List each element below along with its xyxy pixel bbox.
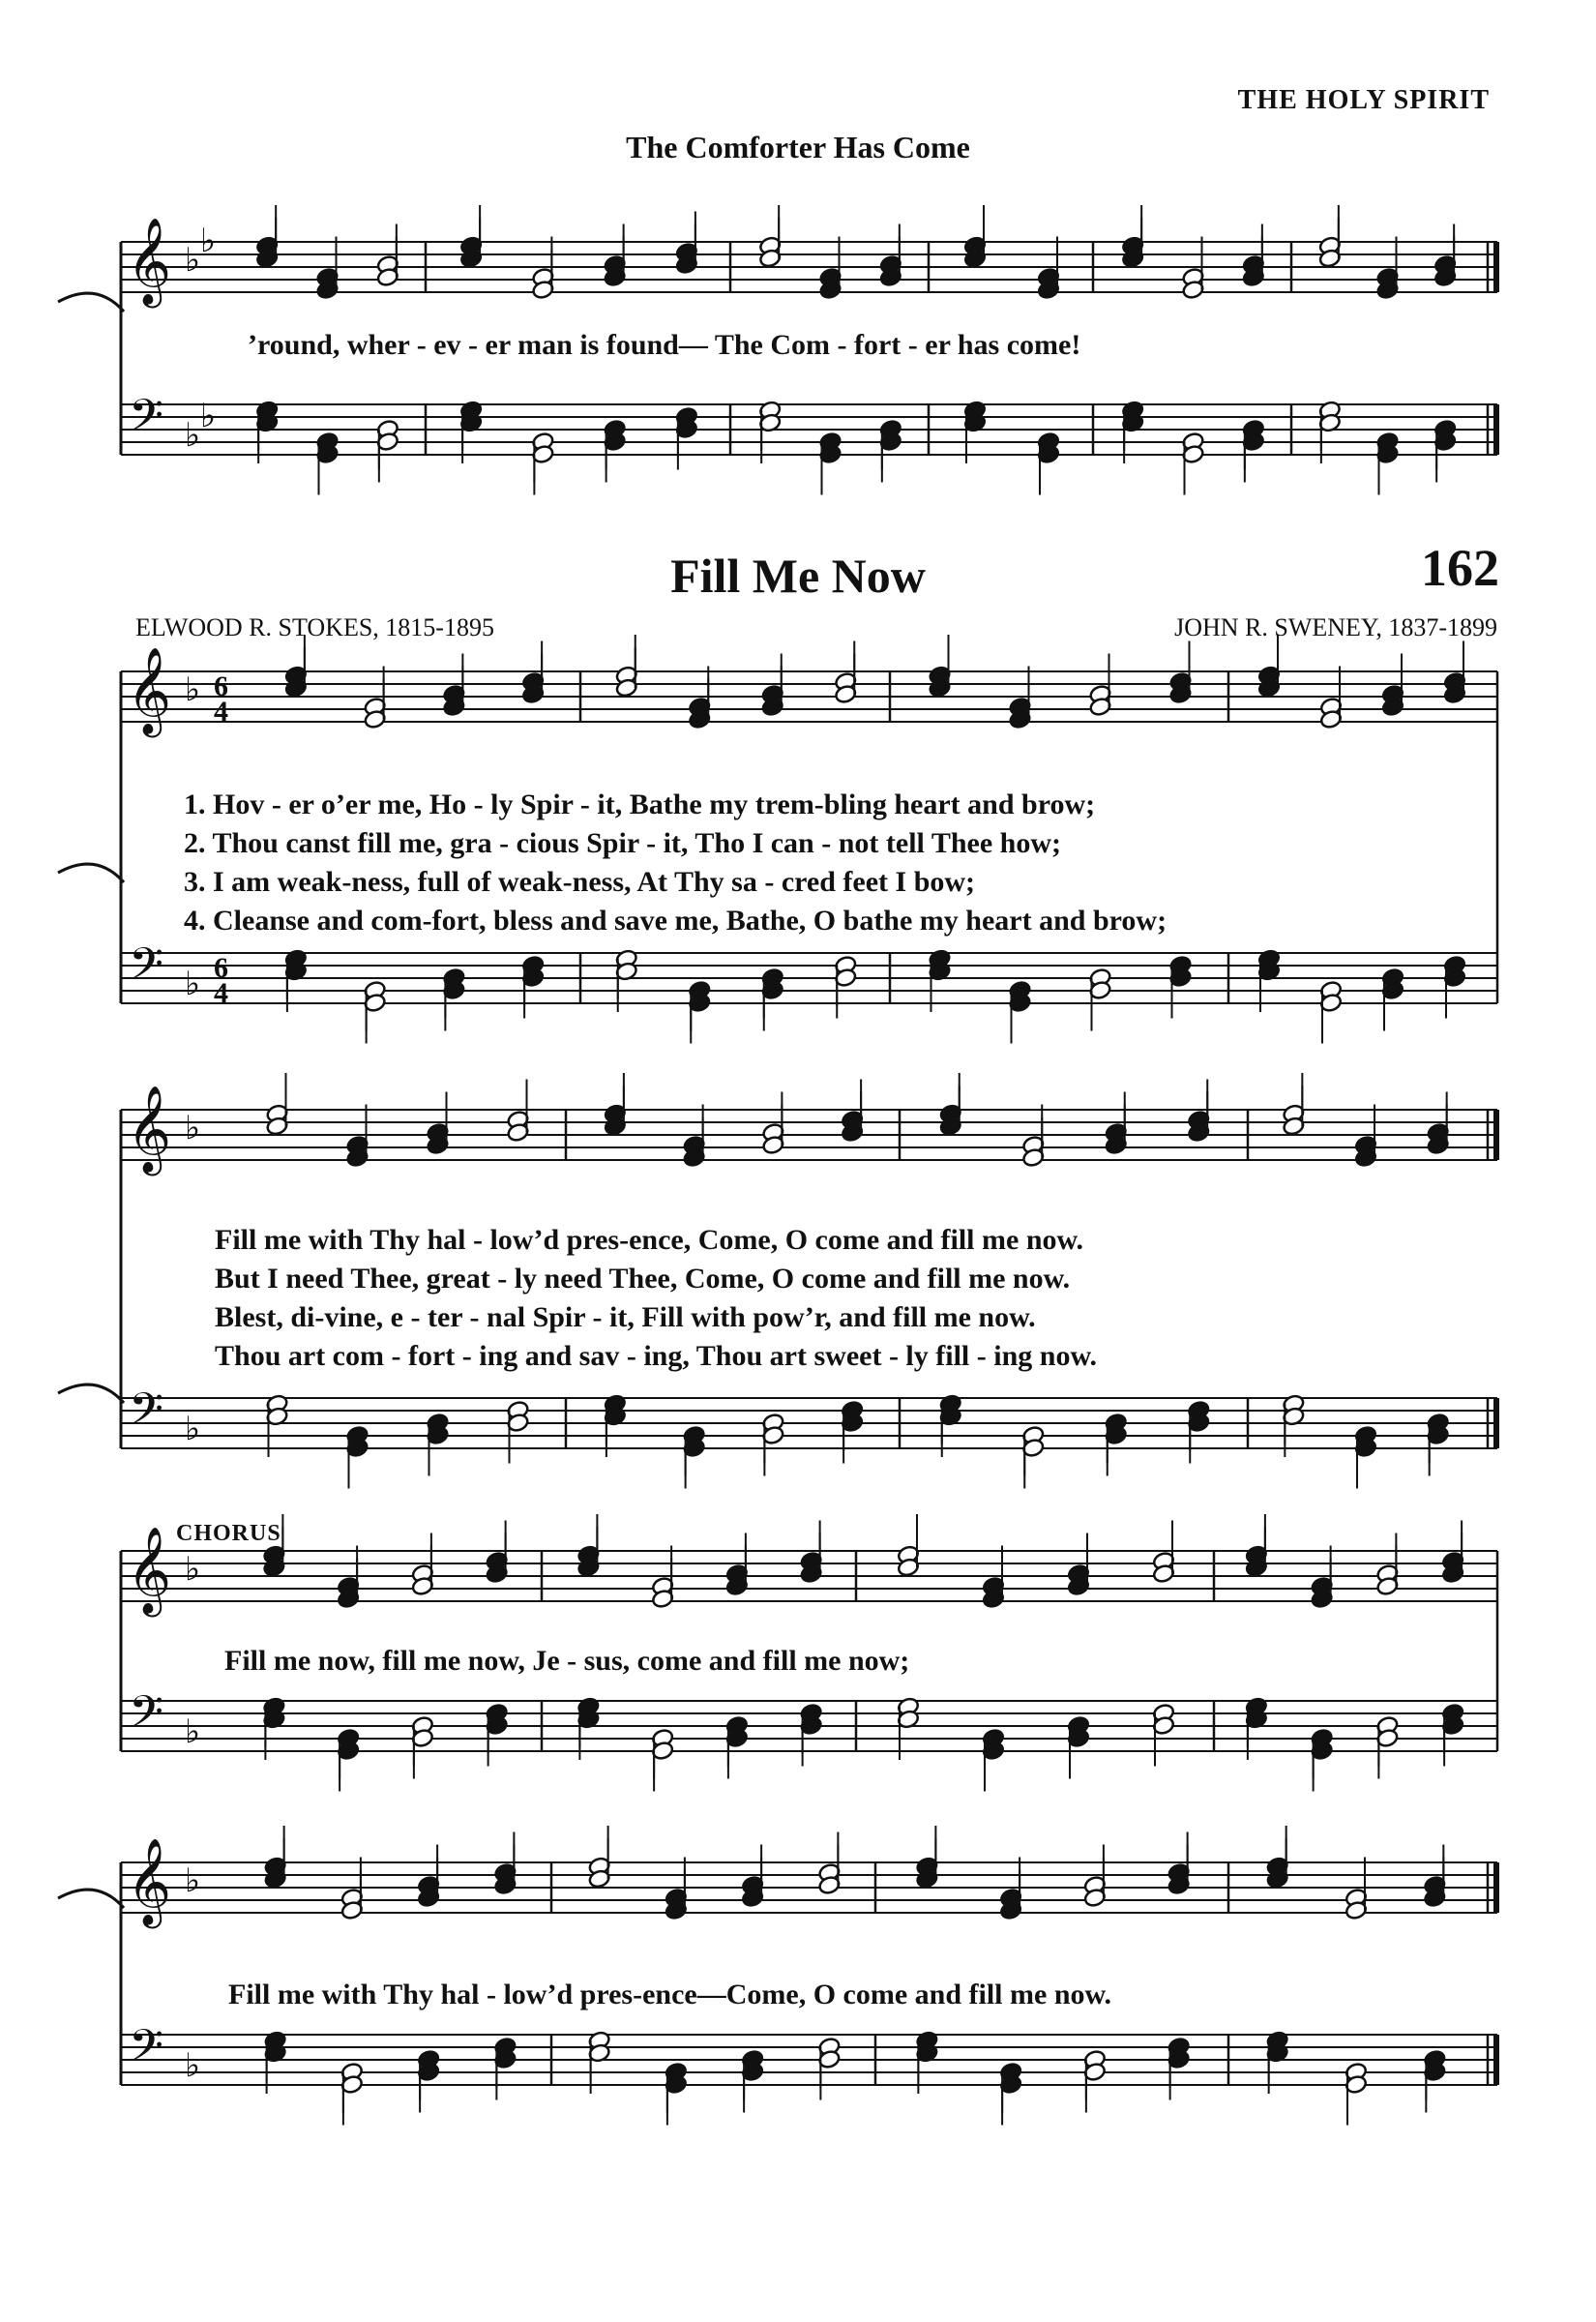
flat-sign: ♭ [185, 2046, 201, 2085]
final-barline [1493, 2035, 1499, 2085]
treble-clef: 𝄞 [127, 218, 172, 305]
margin-curl [58, 1384, 124, 1403]
chorus-line-2: Fill me with Thy hal - low’d pres-ence—Come, O come and fill me now. [228, 1979, 1112, 2010]
final-barline [1493, 242, 1499, 292]
section-header: THE HOLY SPIRIT [1237, 85, 1490, 115]
margin-curl [58, 293, 124, 312]
margin-curl [58, 1890, 124, 1908]
words-credit: ELWOOD R. STOKES, 1815-1895 [135, 613, 494, 641]
stanza-2-line-1: 2. Thou canst fill me, gra - cious Spir - it, Tho I can - not tell Thee how; [184, 827, 1062, 859]
bass-clef: 𝄢 [129, 390, 164, 453]
stanza-1-line-1: 1. Hov - er o’er me, Ho - ly Spir - it, Bathe my trem-bling heart and brow; [184, 789, 1096, 820]
flat-sign: ♭ [200, 397, 217, 435]
treble-clef: 𝄞 [127, 1527, 172, 1614]
stanza-1-line-2: Fill me with Thy hal - low’d pres-ence, Come, O come and fill me now. [215, 1224, 1084, 1256]
flat-sign: ♭ [185, 241, 201, 280]
margin-curl [58, 864, 124, 882]
stanza-2-line-2: But I need Thee, great - ly need Thee, Come, O come and fill me now. [215, 1263, 1071, 1295]
previous-hymn-lyric: ’round, wher - ev - er man is found— The Com - fort - er has come! [248, 329, 1081, 361]
treble-clef: 𝄞 [127, 647, 172, 734]
flat-sign: ♭ [200, 222, 217, 260]
stanza-3-line-2: Blest, di-vine, e - ter - nal Spir - it, Fill with pow’r, and fill me now. [215, 1301, 1036, 1333]
flat-sign: ♭ [185, 1109, 201, 1147]
flat-sign: ♭ [185, 1861, 201, 1900]
previous-hymn-title: The Comforter Has Come [626, 130, 970, 164]
music-credit: JOHN R. SWENEY, 1837-1899 [1174, 613, 1497, 641]
bass-clef: 𝄢 [129, 1384, 164, 1446]
final-barline [1493, 404, 1499, 455]
chorus-line-1: Fill me now, fill me now, Je - sus, come and fill me now; [224, 1645, 910, 1677]
final-barline [1493, 1398, 1499, 1448]
hymn-number: 162 [1421, 539, 1499, 597]
final-barline [1493, 1862, 1499, 1913]
chorus-label: CHORUS [176, 1521, 281, 1546]
time-signature-bottom: 4 [214, 696, 228, 728]
stanza-3-line-1: 3. I am weak-ness, full of weak-ness, At Thy sa - cred feet I bow; [184, 866, 976, 898]
flat-sign: ♭ [185, 416, 201, 455]
flat-sign: ♭ [185, 965, 201, 1003]
time-signature-bottom: 4 [214, 977, 228, 1009]
bass-clef: 𝄢 [129, 1686, 164, 1749]
hymn-title: Fill Me Now [670, 549, 926, 603]
bass-clef: 𝄢 [129, 2020, 164, 2083]
flat-sign: ♭ [185, 1712, 201, 1751]
treble-clef: 𝄞 [127, 1838, 172, 1925]
stanza-4-line-2: Thou art com - fort - ing and sav - ing, Thou art sweet - ly fill - ing now. [215, 1340, 1097, 1372]
flat-sign: ♭ [185, 670, 201, 709]
flat-sign: ♭ [185, 1410, 201, 1448]
flat-sign: ♭ [185, 1550, 201, 1589]
time-signature-top: 6 [214, 670, 228, 702]
final-barline [1493, 1110, 1499, 1160]
time-signature-top: 6 [214, 952, 228, 984]
stanza-4-line-1: 4. Cleanse and com-fort, bless and save me, Bathe, O bathe my heart and brow; [184, 905, 1167, 937]
treble-clef: 𝄞 [127, 1086, 172, 1173]
bass-clef: 𝄢 [129, 938, 164, 1001]
